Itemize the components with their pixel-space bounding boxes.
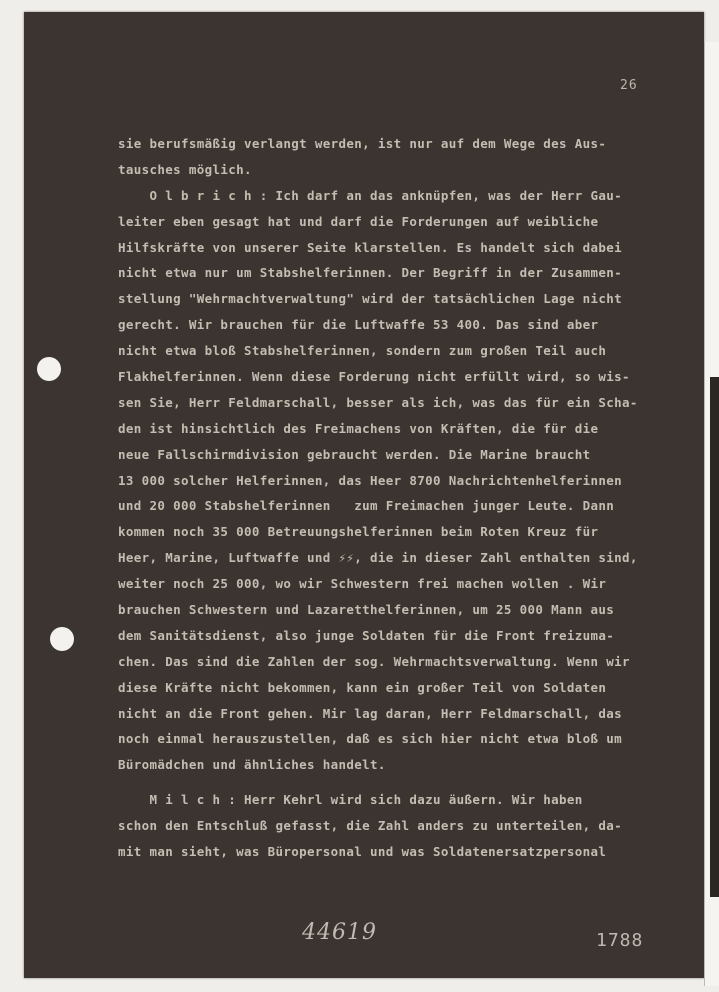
paragraph-gap <box>118 778 663 787</box>
text-line: kommen noch 35 000 Betreuungshelferinnen beim Roten Kreuz für <box>118 524 599 540</box>
paper-edge-shadow <box>710 377 719 897</box>
page-number: 26 <box>620 78 638 93</box>
text-line: weiter noch 25 000, wo wir Schwestern frei machen wollen . Wir <box>118 576 607 592</box>
text-line: Heer, Marine, Luftwaffe und ⚡⚡, die in dieser Zahl enthalten sind, <box>118 550 638 566</box>
text-line: stellung "Wehrmachtverwaltung" wird der tatsächlichen Lage nicht <box>118 291 623 307</box>
text-line: sie berufsmäßig verlangt werden, ist nur auf dem Wege des Aus- <box>118 136 607 151</box>
text-line: tausches möglich. <box>118 161 252 177</box>
text-line: nicht an die Front gehen. Mir lag daran, Herr Feldmarschall, das <box>118 705 623 721</box>
typed-text <box>118 131 663 865</box>
text-line: noch einmal herauszustellen, daß es sich hier nicht etwa bloß um <box>118 731 623 747</box>
document-number: 1788 <box>596 930 644 951</box>
text-line: Büromädchen und ähnliches handelt. <box>118 757 386 773</box>
text-line: mit man sieht, was Büropersonal und was Soldatenersatzpersonal <box>118 844 607 860</box>
punch-hole-bottom <box>50 627 74 651</box>
text-line: Hilfskräfte von unserer Seite klarstellen. Es handelt sich dabei <box>118 239 623 255</box>
text-line: nicht etwa bloß Stabshelferinnen, sondern zum großen Teil auch <box>118 343 607 359</box>
speaker-line: O l b r i c h : Ich darf an das anknüpfen, was der Herr Gau- <box>118 187 623 203</box>
text-line: neue Fallschirmdivision gebraucht werden. Die Marine braucht <box>118 446 591 462</box>
handwritten-stamp-number: 44619 <box>302 920 377 945</box>
text-line: und 20 000 Stabshelferinnen zum Freimachen junger Leute. Dann <box>118 498 615 514</box>
text-line: 13 000 solcher Helferinnen, das Heer 8700 Nachrichtenhelferinnen <box>118 472 623 488</box>
text-line: nicht etwa nur um Stabshelferinnen. Der Begriff in der Zusammen- <box>118 265 623 281</box>
text-line: diese Kräfte nicht bekommen, kann ein großer Teil von Soldaten <box>118 679 607 695</box>
punch-hole-top <box>37 357 61 381</box>
text-line: schon den Entschluß gefasst, die Zahl anders zu unterteilen, da- <box>118 818 623 834</box>
text-line: den ist hinsichtlich des Freimachens von Kräften, die für die <box>118 420 599 436</box>
speaker-line: M i l c h : Herr Kehrl wird sich dazu äußern. Wir haben <box>118 792 583 808</box>
text-line: sen Sie, Herr Feldmarschall, besser als ich, was das für ein Scha- <box>118 394 638 410</box>
text-line: Flakhelferinnen. Wenn diese Forderung nicht erfüllt wird, so wis- <box>118 369 630 385</box>
text-line: dem Sanitätsdienst, also junge Soldaten für die Front freizuma- <box>118 627 615 643</box>
text-line: leiter eben gesagt hat und darf die Forderungen auf weibliche <box>118 213 599 229</box>
text-line: gerecht. Wir brauchen für die Luftwaffe 53 400. Das sind aber <box>118 317 599 333</box>
text-line: chen. Das sind die Zahlen der sog. Wehrmachtsverwaltung. Wenn wir <box>118 653 630 669</box>
text-line: brauchen Schwestern und Lazaretthelferinnen, um 25 000 Mann aus <box>118 602 615 618</box>
